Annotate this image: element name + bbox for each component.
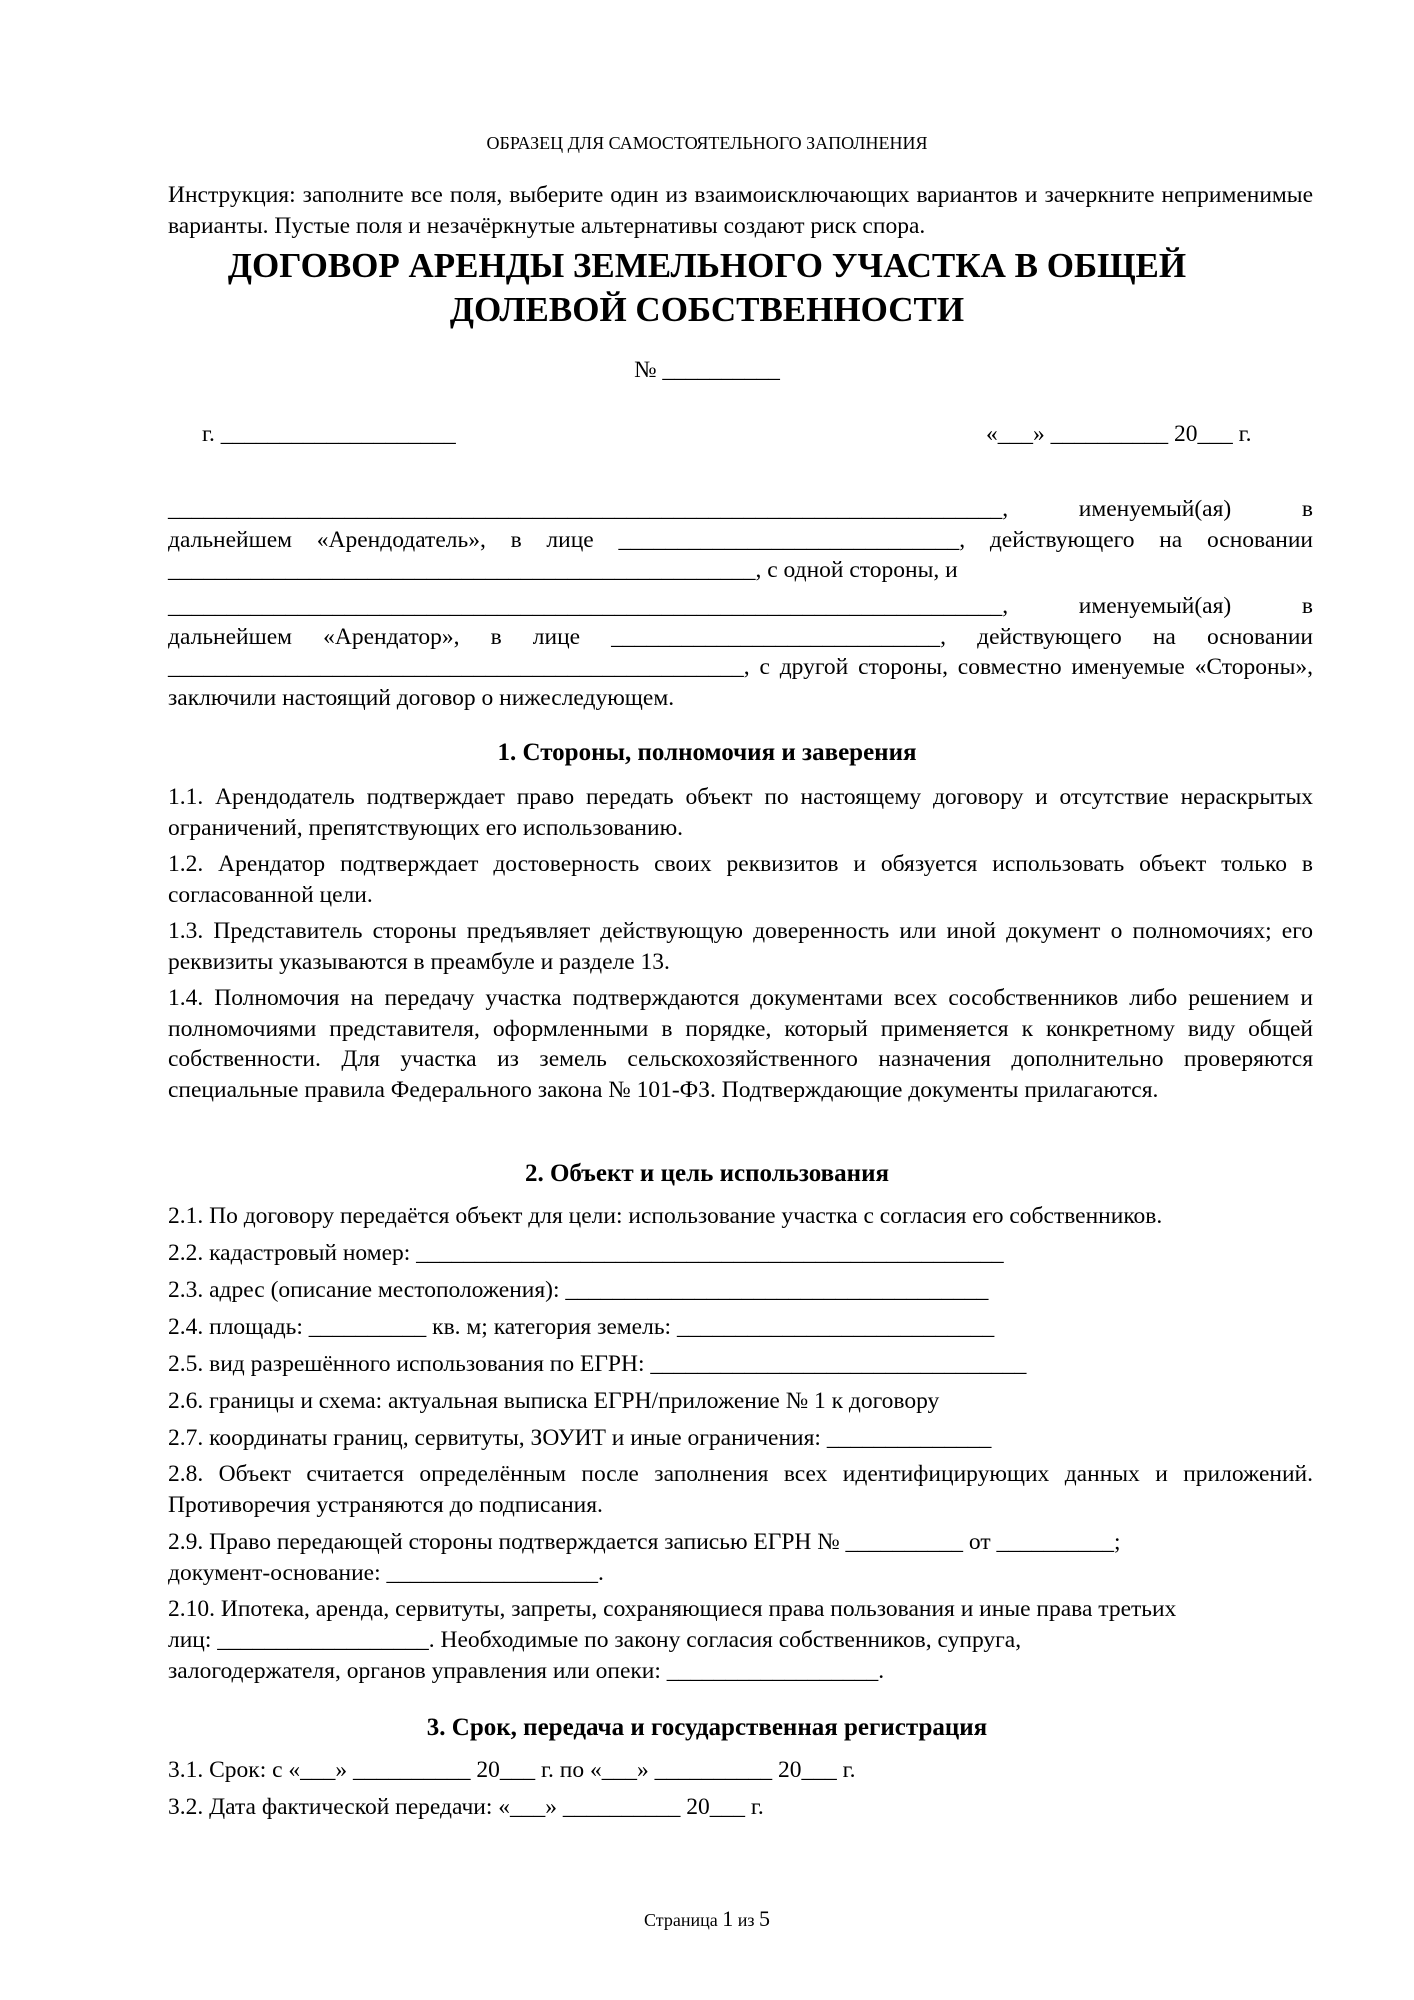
- document-title-line2: ДОЛЕВОЙ СОБСТВЕННОСТИ: [449, 290, 965, 329]
- page-label: Страница: [644, 1910, 718, 1930]
- section-2-heading: 2. Объект и цель использования: [524, 1160, 889, 1187]
- clause-3-2: 3.2. Дата фактической передачи: «___» __________ 20___ г.: [168, 1794, 764, 1820]
- instruction-text: Инструкция: заполните все поля, выберите один из взаимоисключающих вариантов и зачеркните неприменимые варианты. Пустые поля и незачёркнутые альтернативы создают риск спора.: [168, 182, 1313, 239]
- clause-2-8: 2.8. Объект считается определённым после заполнения всех идентифицирующих данных и приложений. Противоречия устраняются до подписания.: [168, 1461, 1313, 1518]
- clause-2-9-line1: 2.9. Право передающей стороны подтверждается записью ЕГРН № __________ от __________;: [168, 1529, 1121, 1555]
- clause-1-2: 1.2. Арендатор подтверждает достоверность своих реквизитов и обязуется использовать объект только в согласованной цели.: [168, 851, 1313, 908]
- clause-3-1: 3.1. Срок: с «___» __________ 20___ г. по «___» __________ 20___ г.: [168, 1757, 856, 1783]
- contract-number: № __________: [634, 357, 780, 383]
- section-1-heading: 1. Стороны, полномочия и заверения: [497, 739, 917, 766]
- clause-2-9-line2: документ-основание: __________________.: [168, 1560, 604, 1586]
- clause-1-3: 1.3. Представитель стороны предъявляет действующую доверенность или иной документ о полномочиях; его реквизиты указываются в преамбуле и разделе 13.: [168, 918, 1313, 975]
- section-3-heading: 3. Срок, передача и государственная регистрация: [426, 1714, 988, 1741]
- clause-1-4: 1.4. Полномочия на передачу участка подтверждаются документами всех сособственников либо решением и полномочиями представителя, оформленными в порядке, который применяется к конкретному виду общей собственности. Для участка из земель сельскохозяйственного назначения дополнительно проверяются специальные правила Федерального закона № 101-ФЗ. Подтверждающие документы прилагаются.: [168, 985, 1313, 1103]
- clause-2-10-line3: залогодержателя, органов управления или опеки: __________________.: [168, 1658, 885, 1684]
- date-field: «___» __________ 20___ г.: [986, 421, 1252, 447]
- page-footer: [0, 1906, 1414, 1932]
- preamble-lessee: _______________________________________________________________________, именуемый(ая) в дальнейшем «Арендатор», в лице ____________________________, действующего на основании _________________________________________________, с другой стороны, совместно именуемые «Стороны», заключили настоящий договор о нижеследующем.: [168, 593, 1313, 711]
- clause-2-7: 2.7. координаты границ, сервитуты, ЗОУИТ и иные ограничения: ______________: [168, 1425, 992, 1451]
- page-number: 1: [722, 1906, 734, 1931]
- clause-2-1: 2.1. По договору передаётся объект для цели: использование участка с согласия его собственников.: [168, 1203, 1163, 1229]
- clause-1-1: 1.1. Арендодатель подтверждает право передать объект по настоящему договору и отсутствие нераскрытых ограничений, препятствующих его использованию.: [168, 784, 1313, 841]
- sample-label: ОБРАЗЕЦ ДЛЯ САМОСТОЯТЕЛЬНОГО ЗАПОЛНЕНИЯ: [486, 133, 928, 153]
- clause-2-10-line2: лиц: __________________. Необходимые по закону согласия собственников, супруга,: [168, 1627, 1022, 1653]
- preamble-lessor: _______________________________________________________________________, именуемый(ая) в дальнейшем «Арендодатель», в лице _____________________________, действующего на основании __________________________________________________, с одной стороны, и: [168, 496, 1313, 583]
- document-title-line1: ДОГОВОР АРЕНДЫ ЗЕМЕЛЬНОГО УЧАСТКА В ОБЩЕЙ: [227, 246, 1187, 285]
- page-total: 5: [758, 1906, 770, 1931]
- clause-2-6: 2.6. границы и схема: актуальная выписка ЕГРН/приложение № 1 к договору: [168, 1388, 940, 1414]
- city-field: г. ____________________: [202, 421, 456, 447]
- clause-2-4: 2.4. площадь: __________ кв. м; категория земель: ___________________________: [168, 1314, 995, 1340]
- of-label: из: [737, 1910, 755, 1930]
- clause-2-10-line1: 2.10. Ипотека, аренда, сервитуты, запреты, сохраняющиеся права пользования и иные права третьих: [168, 1596, 1177, 1622]
- clause-2-3: 2.3. адрес (описание местоположения): ____________________________________: [168, 1277, 989, 1303]
- clause-2-2: 2.2. кадастровый номер: __________________________________________________: [168, 1240, 1004, 1266]
- clause-2-5: 2.5. вид разрешённого использования по ЕГРН: ________________________________: [168, 1351, 1027, 1377]
